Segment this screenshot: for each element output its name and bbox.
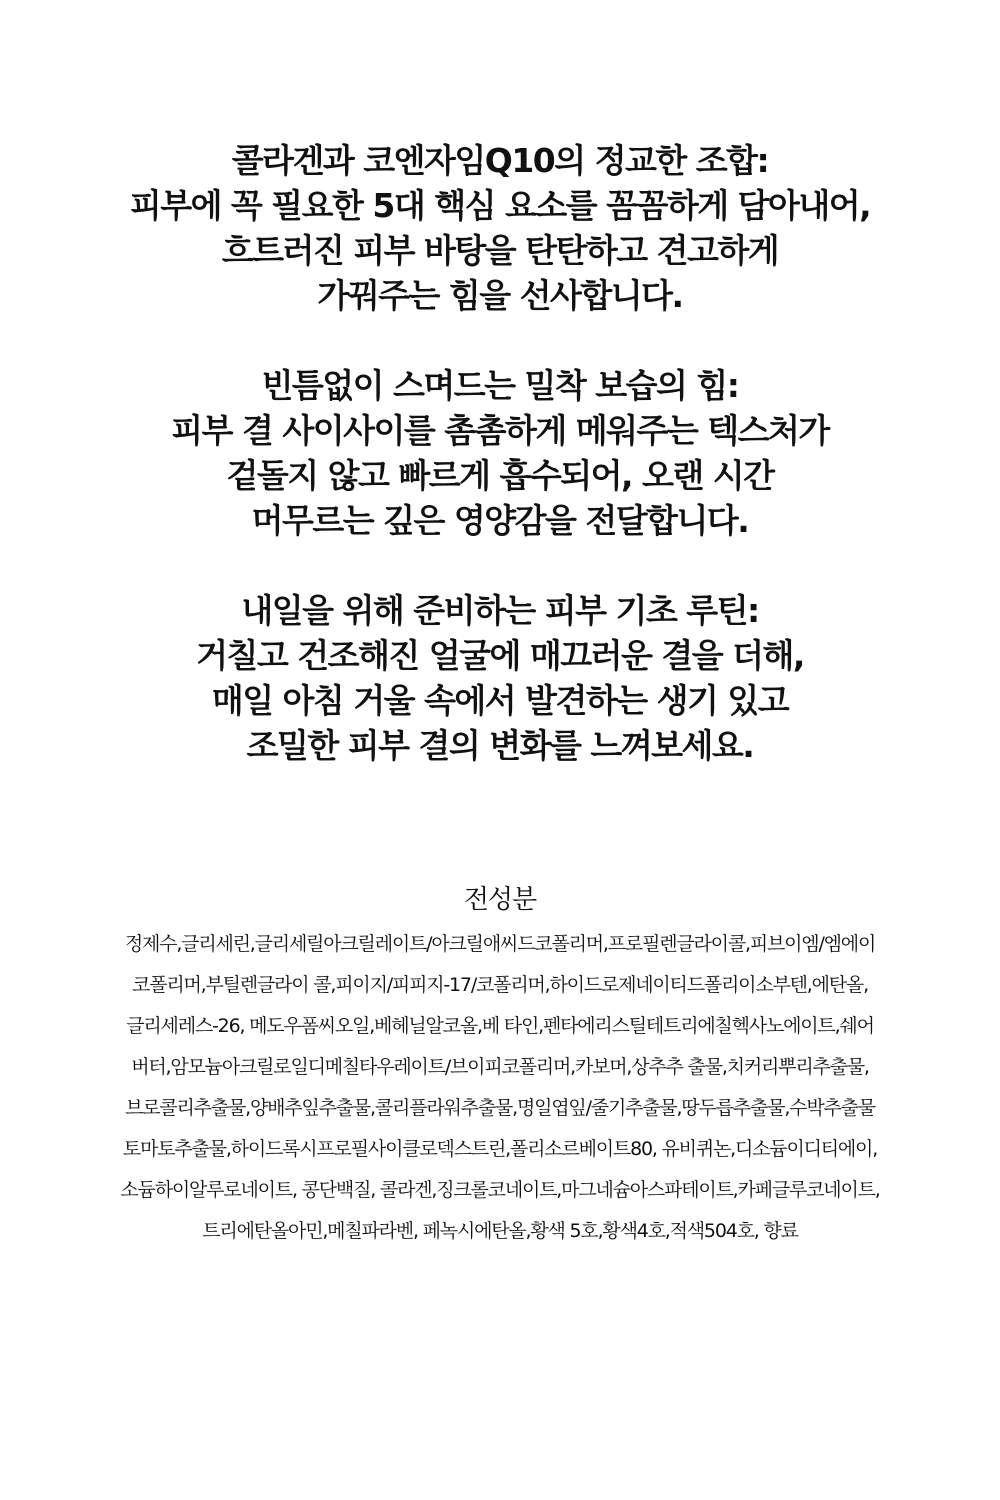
ingredients-line: 코폴리머,부틸렌글라이 콜,피이지/피피지-17/코폴리머,하이드로제네이티드폴리이소부텐,에탄올, xyxy=(132,974,868,996)
ingredients-line: 소듐하이알루로네이트, 콩단백질, 콜라겐,징크롤코네이트,마그네슘아스파테이트,카페글루코네이트, xyxy=(120,1179,880,1201)
paragraph-line: 피부에 꼭 필요한 5대 핵심 요소를 꼼꼼하게 담아내어, xyxy=(129,186,871,225)
ingredients-line: 토마토추출물,하이드록시프로필사이클로덱스트린,폴리소르베이트80, 유비퀴논,디소듐이디티에이, xyxy=(122,1138,878,1160)
paragraph-collagen-q10 xyxy=(0,138,1000,318)
intro-text xyxy=(0,138,1000,768)
paragraph-line: 빈틈없이 스며드는 밀착 보습의 힘: xyxy=(261,366,739,405)
paragraph-line: 피부 결 사이사이를 촘촘하게 메워주는 텍스처가 xyxy=(171,411,829,450)
ingredients-title: 전성분 xyxy=(463,885,537,915)
paragraph-line: 내일을 위해 준비하는 피부 기초 루틴: xyxy=(241,591,759,630)
ingredients-line: 글리세레스-26, 메도우폼씨오일,베헤닐알코올,베 타인,펜타에리스틸테트리에칠헥사노에이트,쉐어 xyxy=(126,1015,874,1037)
paragraph-routine xyxy=(0,588,1000,768)
ingredients-line: 트리에탄올아민,메칠파라벤, 페녹시에탄올,황색 5호,황색4호,적색504호, 향료 xyxy=(202,1220,798,1242)
paragraph-line: 머무르는 깊은 영양감을 전달합니다. xyxy=(251,501,749,540)
paragraph-line: 겉돌지 않고 빠르게 흡수되어, 오랜 시간 xyxy=(226,456,774,495)
paragraph-line: 거칠고 건조해진 얼굴에 매끄러운 결을 더해, xyxy=(196,636,804,675)
paragraph-line: 흐트러진 피부 바탕을 탄탄하고 견고하게 xyxy=(221,231,779,270)
ingredients-line: 브로콜리추출물,양배추잎추출물,콜리플라워추출물,명일엽잎/줄기추출물,땅두릅추출물,수박추출물 xyxy=(125,1097,875,1119)
paragraph-moisture xyxy=(0,363,1000,543)
paragraph-line: 조밀한 피부 결의 변화를 느껴보세요. xyxy=(246,726,754,765)
paragraph-line: 가꿔주는 힘을 선사합니다. xyxy=(317,276,683,315)
paragraph-line: 콜라겐과 코엔자임Q10의 정교한 조합: xyxy=(231,141,769,180)
ingredients-line: 정제수,글리세린,글리세릴아크릴레이트/아크릴애씨드코폴리머,프로필렌글라이콜,피브이엠/엠에이 xyxy=(124,933,876,955)
ingredients-section xyxy=(0,878,1000,1252)
paragraph-line: 매일 아침 거울 속에서 발견하는 생기 있고 xyxy=(211,681,789,720)
ingredients-line: 버터,암모늄아크릴로일디메칠타우레이트/브이피코폴리머,카보머,상추추 출물,치커리뿌리추출물, xyxy=(131,1056,869,1078)
